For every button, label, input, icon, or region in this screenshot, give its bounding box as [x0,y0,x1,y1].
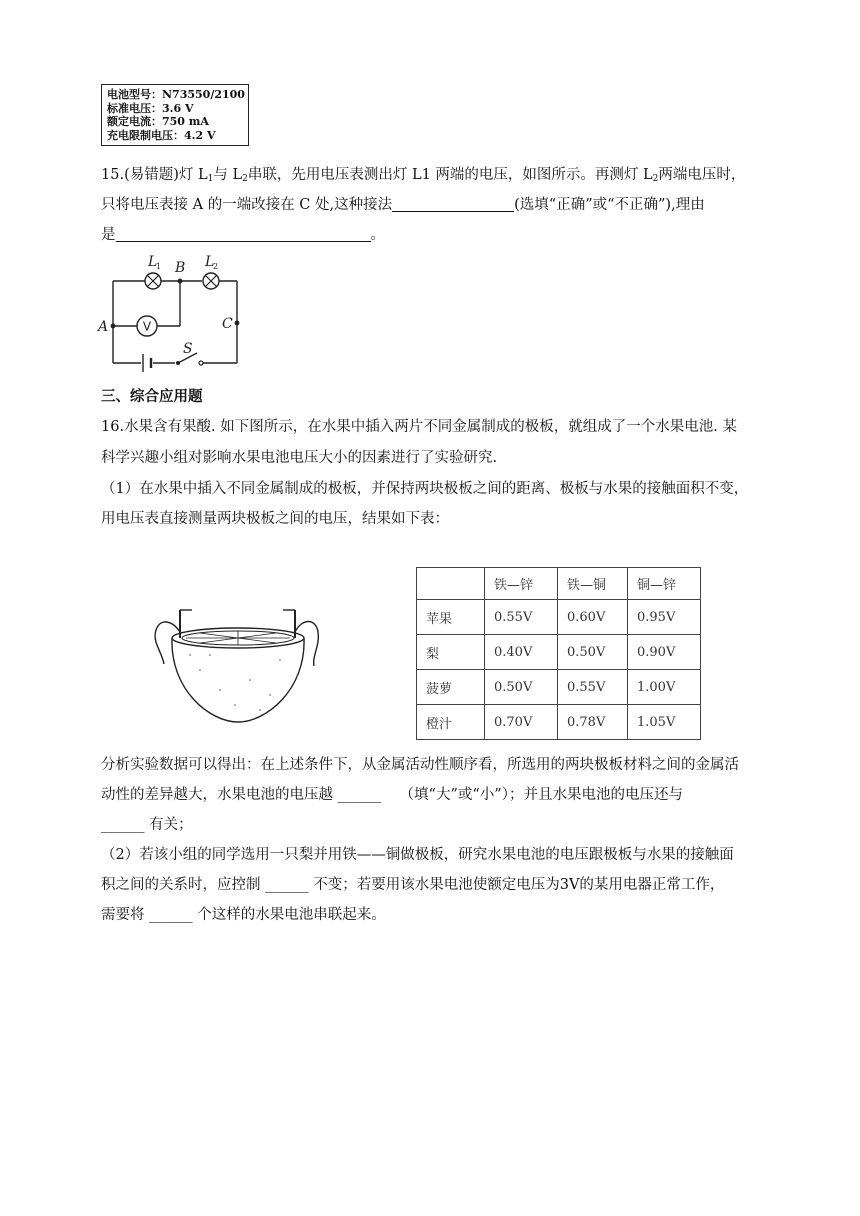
switch-contact [199,361,203,365]
table-row [417,670,701,705]
table-cell: 0.60V [558,600,628,635]
table-cell: 0.95V [628,600,701,635]
q15-line2: 只将电压表接 A 的一端改接在 C 处,这种接法 (选填“正确”或“不正确”),理由 [101,197,705,213]
battery-std-voltage: 标准电压：3.6 V [107,101,194,115]
table-cell: 0.40V [485,635,558,670]
lamp-l2 [203,273,219,289]
answer-blank[interactable]: ______ [149,907,193,923]
label-c: C [222,316,233,332]
lamp-l1 [145,273,161,289]
junction-b [178,279,183,284]
section-title: 三、综合应用题 [101,389,203,405]
label-l1: L [148,254,158,270]
table-cell: 0.55V [558,670,628,705]
table-cell: 苹果 [417,600,485,635]
p2-line2: 积之间的关系时，应控制 ______ 不变；若要用该水果电池使额定电压为3V的某用电器正常工作， [101,877,725,893]
table-row [417,705,701,740]
table-header-cell: 铁—铜 [558,568,628,600]
table-header-cell: 铁—锌 [485,568,558,600]
table-header-row [417,568,701,600]
battery-rated-current: 额定电流：750 mA [107,115,209,128]
label-l2: L [205,254,215,270]
q16-p1-line1: （1）在水果中插入不同金属制成的极板，并保持两块极板之间的距离、极板与水果的接触面积不变， [101,481,749,497]
answer-blank[interactable] [116,227,371,242]
label-a: A [98,319,109,335]
voltage-table [416,567,701,740]
p2-line3: 需要将 ______ 个这样的水果电池串联起来。 [101,907,386,923]
q16-line1: 16.水果含有果酸. 如下图所示，在水果中插入两片不同金属制成的极板，就组成了一个水果电池. 某 [101,419,737,435]
table-row [417,600,701,635]
analysis-line2: 动性的差异越大，水果电池的电压越 ______ （填“大”或“小”）；并且水果电池的电压还与 [101,787,683,803]
battery-model: 电池型号：N73550/2100 [107,88,245,101]
svg-text:V: V [142,319,152,334]
table-cell: 1.00V [628,670,701,705]
fruit-battery-illustration [150,600,325,725]
analysis-line3: ______ 有关； [101,817,193,833]
table-cell: 菠萝 [417,670,485,705]
table-cell: 0.70V [485,705,558,740]
q16-p1-line2: 用电压表直接测量两块极板之间的电压，结果如下表： [101,511,449,527]
voltmeter-icon [137,316,157,336]
label-b: B [175,260,186,276]
label-s: S [183,341,193,357]
battery-label [101,84,249,146]
answer-blank[interactable]: ______ [337,787,382,803]
table-cell: 橙汁 [417,705,485,740]
table-row [417,635,701,670]
table-cell: 1.05V [628,705,701,740]
switch-pivot [176,361,180,365]
table-cell: 0.55V [485,600,558,635]
q15-line1: 15.(易错题)灯 $L_1$与 $L_2$串联，先用电压表测出灯 L1 两端的电压，如图所示。再测灯 $L_2$两端电压时， [101,167,746,184]
label-l2-sub: 2 [213,262,219,271]
junction-c [235,321,240,326]
junction-a [111,324,116,329]
table-cell: 梨 [417,635,485,670]
battery-charge-limit: 充电限制电压：4.2 V [107,128,216,142]
table-cell: 0.78V [558,705,628,740]
table-cell: 0.90V [628,635,701,670]
q15-line3: 是 。 [101,227,385,243]
table-cell: 0.50V [558,635,628,670]
table-header-cell [417,568,485,600]
table-header-cell: 铜—锌 [628,568,701,600]
answer-blank[interactable]: ______ [101,817,145,833]
q16-line2: 科学兴趣小组对影响水果电池电压大小的因素进行了实验研究. [101,450,498,466]
circuit-diagram [95,250,250,375]
table-cell: 0.50V [485,670,558,705]
answer-blank[interactable]: ______ [265,877,309,893]
answer-blank[interactable] [392,197,514,212]
label-l1-sub: 1 [156,262,162,271]
p2-line1: （2）若该小组的同学选用一只梨并用铁——铜做极板，研究水果电池的电压跟极板与水果的接触面 [101,847,734,863]
analysis-line1: 分析实验数据可以得出：在上述条件下，从金属活动性顺序看，所选用的两块极板材料之间的金属活 [101,757,739,773]
